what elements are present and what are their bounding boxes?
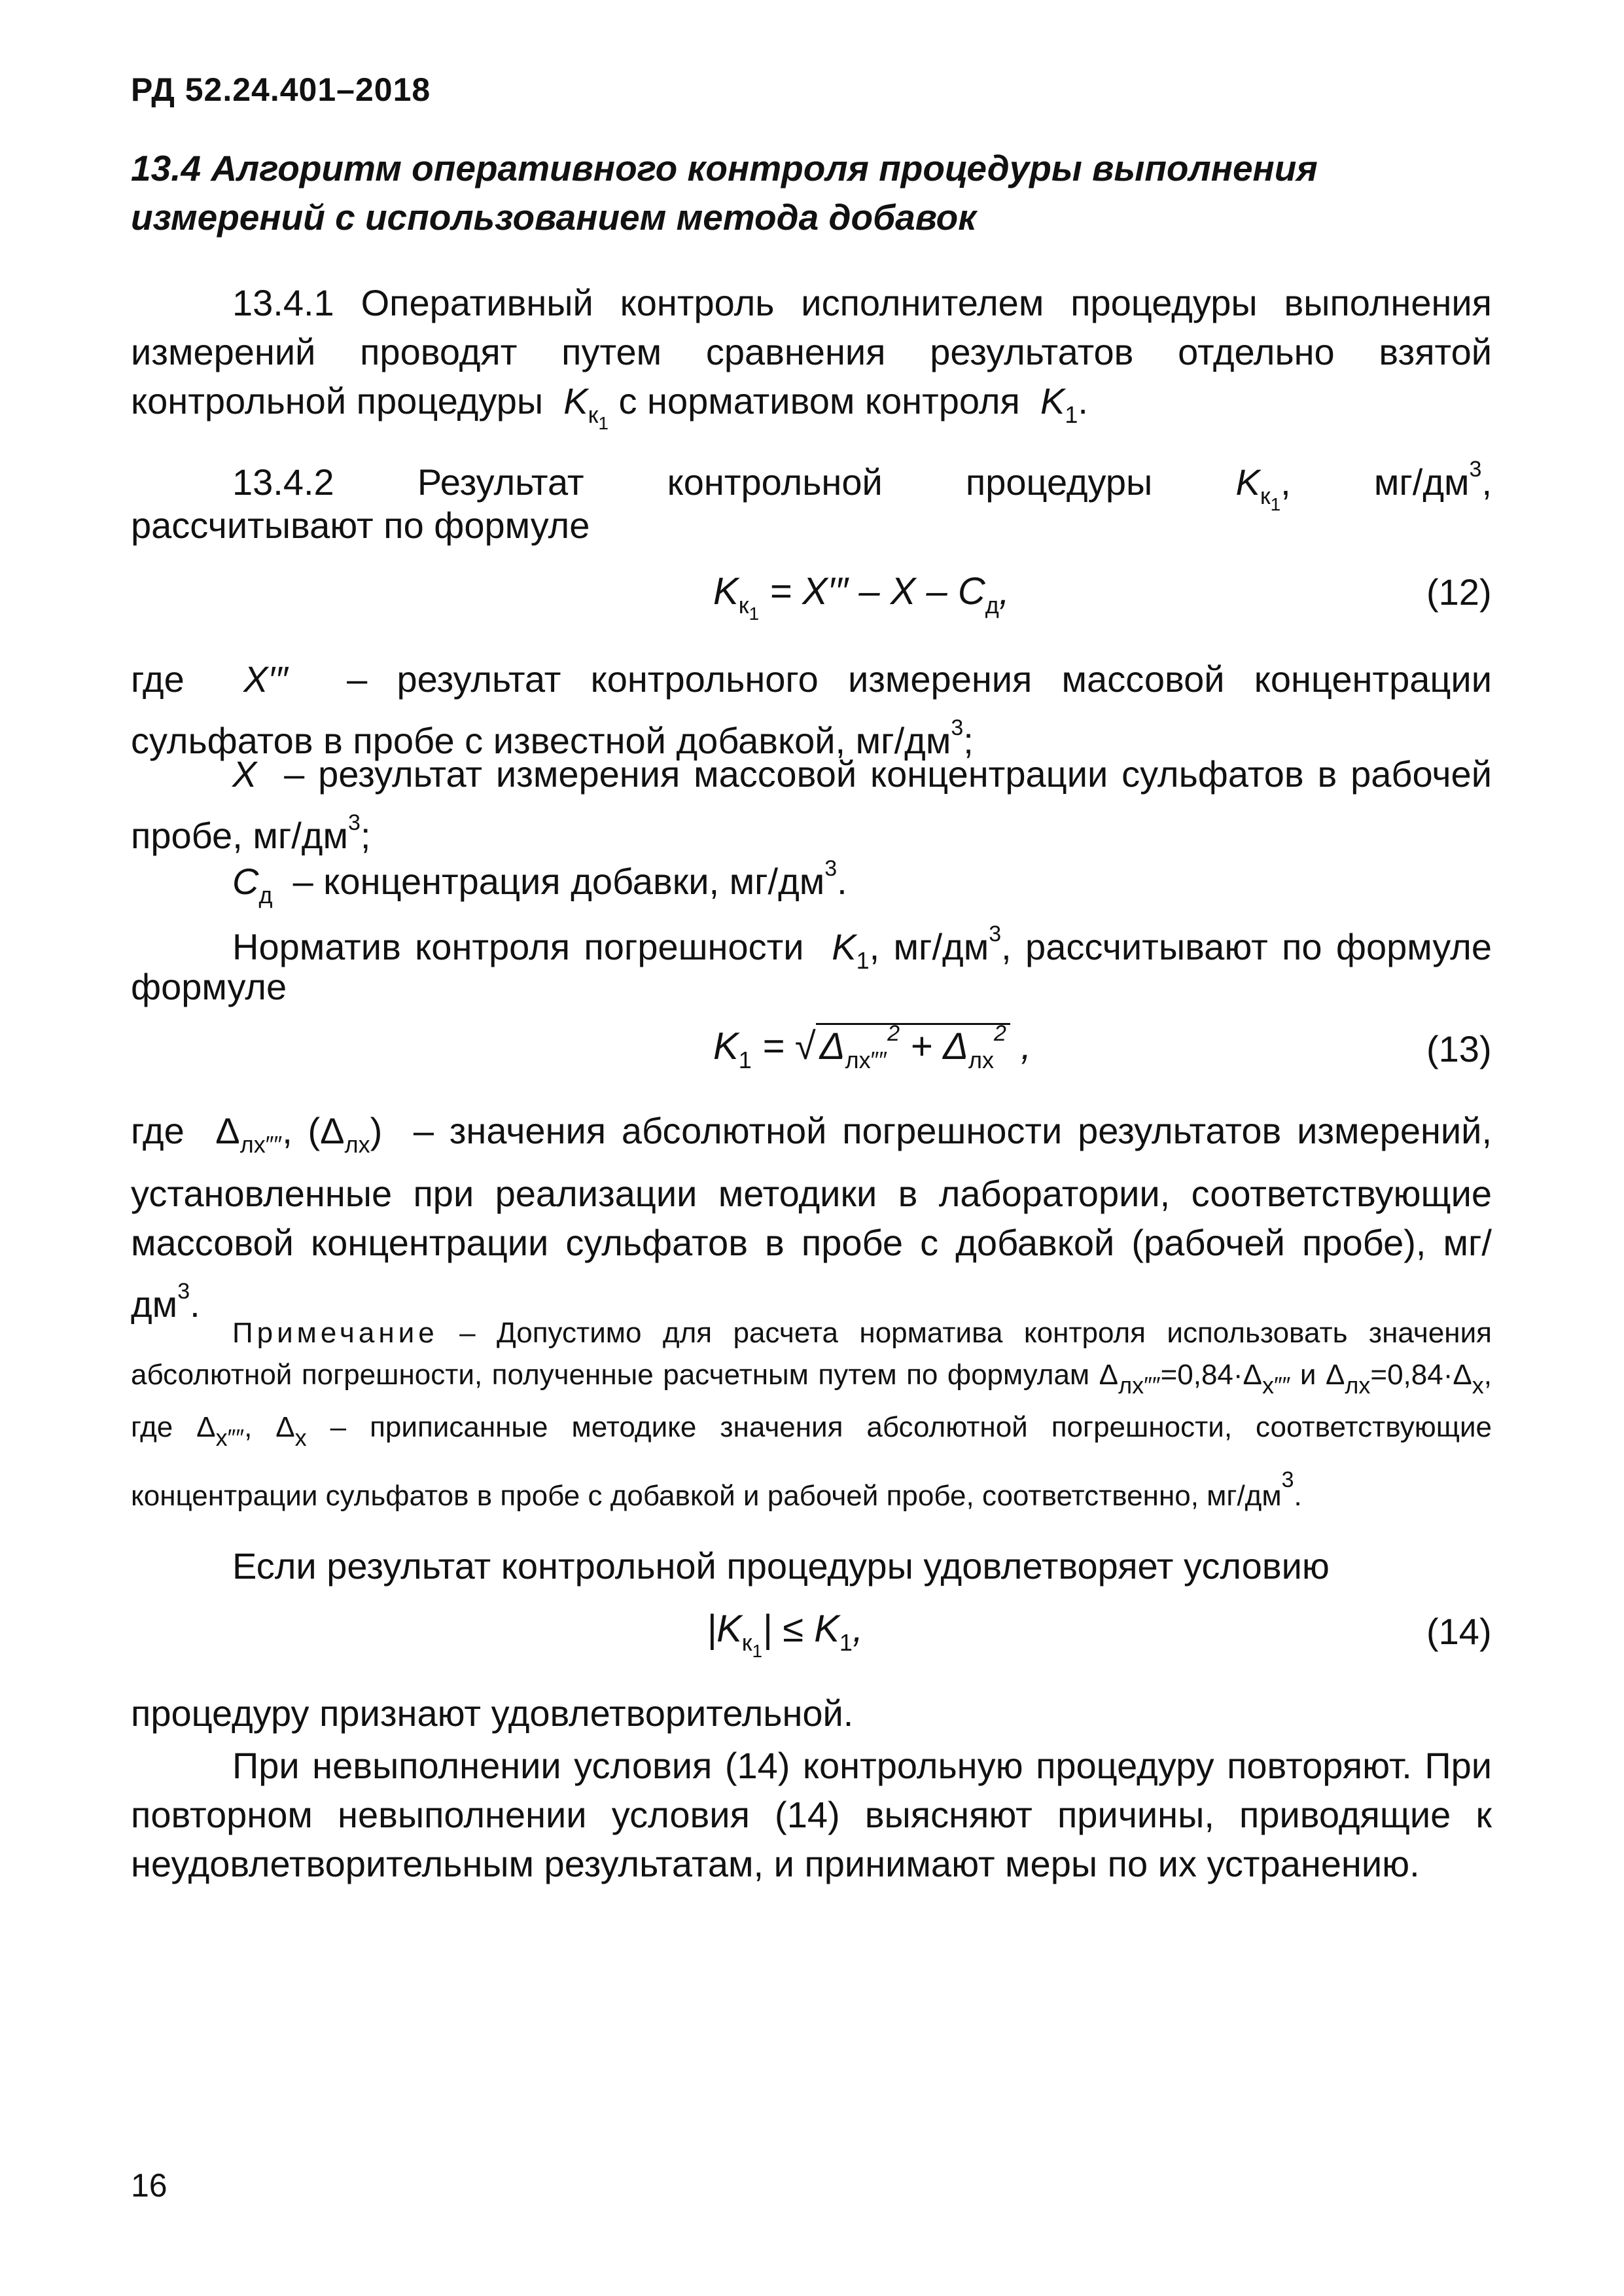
paragraph-13-4-1: 13.4.1 Оперативный контроль исполнителем процедуры выполнения измерений проводят путем сравнения результатов отдельно взятой контрольной процедуры $K_{к_1}$ с нормативом контроля $K_1$. <box>131 282 1492 433</box>
formula-14: $|K_{к_1}| \le K_1$, <box>707 1607 864 1661</box>
symbol-k-k1: $K_{к_1}$ <box>1235 461 1281 514</box>
formula-explanation-2: X – результат измерения массовой концентрации сульфатов в рабочей пробе, $мг/дм^3$; <box>131 753 1492 856</box>
paragraph-line: формуле <box>131 966 287 1007</box>
symbol-cd: $С_д$ <box>232 861 273 908</box>
symbol-k1: $K_1$ <box>1030 380 1078 428</box>
note-block: Примечание – Допустимо для расчета норматива контроля использовать значения абсолютной погрешности, полученные расчетным путем по формулам $\Delta_{лх''''}=0,84\cdot\Delta_{х''''}$ и $\Delta_{лх}=0,84\cdot\Delta_х$, где $\Delta_{х''''}$, $\Delta_х$ – приписанные методике значения абсолютной погрешности, соответствующие концентрации сульфатов в пробе с добавкой и рабочей пробе, соответственно, $мг/дм^3$. <box>131 1317 1492 1512</box>
paragraph-text: 13.4.1 Оперативный контроль исполнителем процедуры выполнения измерений проводят путем сравнения результатов отдельно взятой контрольной процедуры <box>131 282 1492 422</box>
document-code: РД 52.24.401–2018 <box>131 71 431 108</box>
symbol-x: X <box>232 753 271 795</box>
formula-explanation-3: $С_д$ – концентрация добавки, $мг/дм^3$. <box>232 856 847 908</box>
symbol-k1: $K_1$ <box>817 926 870 974</box>
formula-explanation-13: где $\Delta_{лх''''}$, $(\Delta_{лх})$ – значения абсолютной погрешности результатов измерений, установленные при реализации методики в лаборатории, соответствующие массовой концентрации сульфатов в пробе с добавкой (рабочей пробе), $мг/дм^3$. <box>131 1110 1492 1325</box>
formula-12: $K_{к_1} = X''' - X - С_д$, <box>713 570 1010 624</box>
paragraph-result: процедуру признают удовлетворительной. <box>131 1693 854 1734</box>
formula-number: (14) <box>1426 1611 1492 1652</box>
symbol-x-triple-prime: X′″ <box>213 658 317 700</box>
paragraph-text-end: с нормативом контроля <box>618 380 1020 422</box>
paragraph-lead: 13.4.2 Результат контрольной процедуры <box>232 461 1153 503</box>
paragraph-normative: Норматив контроля погрешности $K_1$, $мг/дм^3$, рассчитывают по формуле <box>232 922 1492 974</box>
symbol-delta-pair: $\Delta_{лх''''}$, $(\Delta_{лх})$ <box>200 1110 398 1158</box>
symbol-k-k1: $K_{к_1}$ <box>553 380 609 433</box>
paragraph-line: рассчитывают по формуле <box>131 505 590 546</box>
formula-number: (13) <box>1426 1028 1492 1069</box>
unit-text: $мг/дм^3$, <box>1373 457 1492 503</box>
formula-13: $K_1$ = √ $\Delta_{лх''''}^2 + \Delta_{лх}^2$ , <box>713 1021 1032 1073</box>
page-number: 16 <box>131 2167 168 2204</box>
paragraph-13-4-2: 13.4.2 Результат контрольной процедуры $K_{к_1}$, $мг/дм^3$, <box>232 457 1492 514</box>
section-title: 13.4 Алгоритм оперативного контроля процедуры выполнения измерений с использованием метода добавок <box>131 148 1318 238</box>
paragraph-repeat: При невыполнении условия (14) контрольную процедуру повторяют. При повторном невыполнении условия (14) выясняют причины, приводящие к неудовлетворительным результатам, и принимают меры по их устранению. <box>131 1745 1492 1884</box>
paragraph-condition: Если результат контрольной процедуры удовлетворяет условию <box>232 1545 1330 1587</box>
formula-number: (12) <box>1426 571 1492 613</box>
note-label: Примечание <box>232 1317 438 1349</box>
formula-explanation-1: где X′″ – результат контрольного измерения массовой концентрации сульфатов в пробе с известной добавкой, $мг/дм^3$; <box>131 658 1492 761</box>
